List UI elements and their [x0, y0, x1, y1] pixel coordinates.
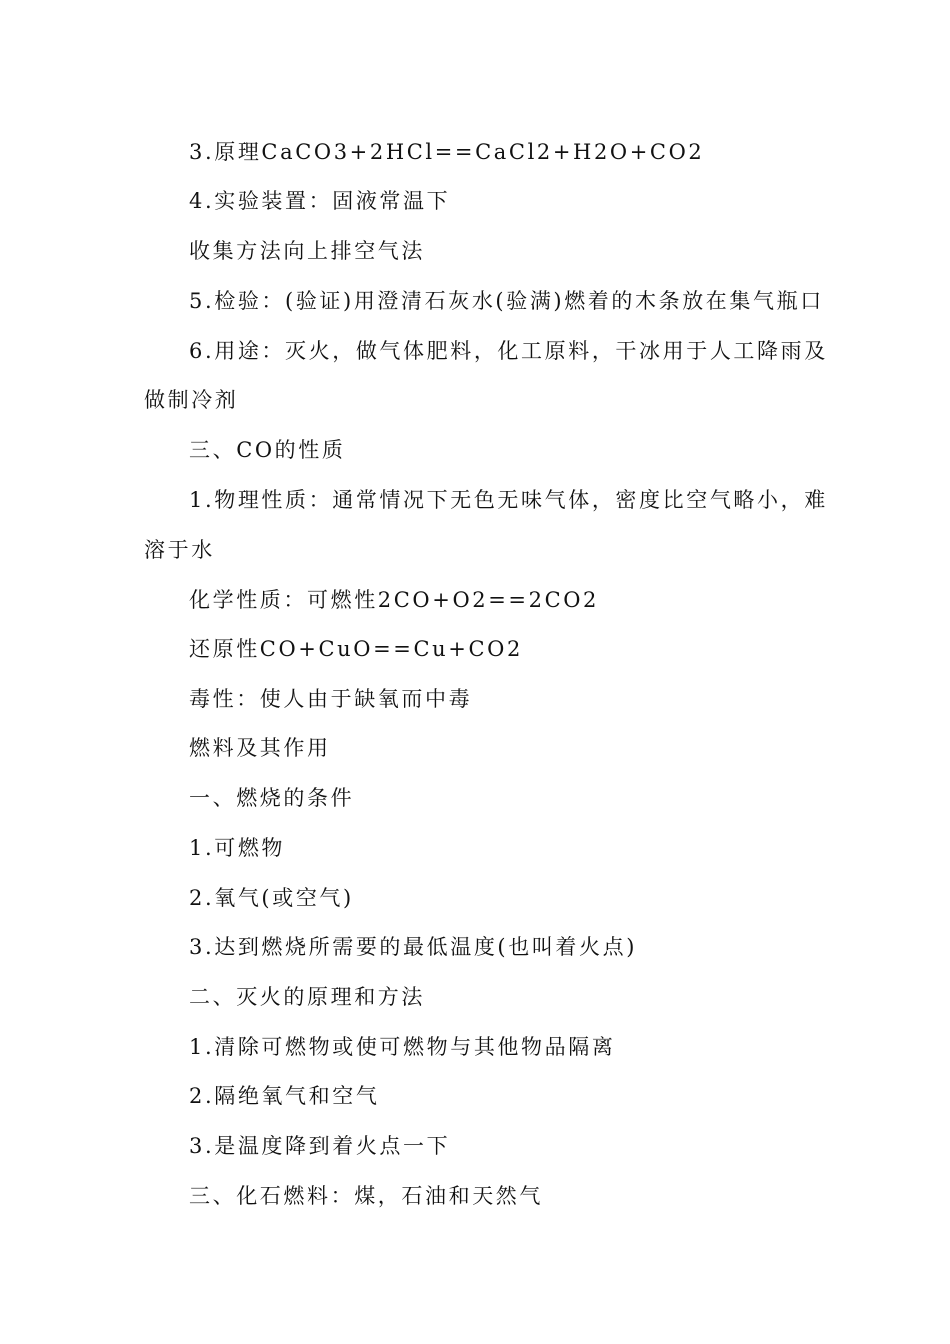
section-heading-co-properties: 三、CO的性质	[189, 438, 346, 462]
section-heading-combustion-conditions: 一、燃烧的条件	[189, 786, 355, 810]
text-line-test: 5.检验：(验证)用澄清石灰水(验满)燃着的木条放在集气瓶口	[189, 289, 824, 313]
section-heading-fuels: 燃料及其作用	[189, 736, 331, 760]
text-line-physical-properties: 1.物理性质：通常情况下无色无味气体，密度比空气略小，难	[189, 488, 828, 512]
list-item-ignition-point: 3.达到燃烧所需要的最低温度(也叫着火点)	[189, 935, 638, 959]
section-heading-fossil-fuels: 三、化石燃料：煤，石油和天然气	[189, 1184, 543, 1208]
text-line-toxicity: 毒性：使人由于缺氧而中毒	[189, 687, 473, 711]
list-item-oxygen: 2.氧气(或空气)	[189, 886, 354, 910]
section-heading-fire-extinguishing: 二、灭火的原理和方法	[189, 985, 425, 1009]
text-line-reducibility: 还原性CO+CuO==Cu+CO2	[189, 637, 523, 661]
list-item-isolate-oxygen: 2.隔绝氧气和空气	[189, 1084, 380, 1108]
list-item-remove-combustibles: 1.清除可燃物或使可燃物与其他物品隔离	[189, 1035, 616, 1059]
text-line-apparatus: 4.实验装置：固液常温下	[189, 189, 451, 213]
text-line-principle: 3.原理CaCO3+2HCl==CaCl2+H2O+CO2	[189, 140, 705, 164]
text-line-collection-method: 收集方法向上排空气法	[189, 239, 425, 263]
text-line-uses: 6.用途：灭火，做气体肥料，化工原料，干冰用于人工降雨及	[189, 339, 828, 363]
list-item-lower-temperature: 3.是温度降到着火点一下	[189, 1134, 451, 1158]
list-item-combustible: 1.可燃物	[189, 836, 286, 860]
text-line-physical-properties-continued: 溶于水	[144, 538, 215, 562]
text-line-chemical-properties: 化学性质：可燃性2CO+O2==2CO2	[189, 588, 600, 612]
text-line-uses-continued: 做制冷剂	[144, 388, 239, 412]
